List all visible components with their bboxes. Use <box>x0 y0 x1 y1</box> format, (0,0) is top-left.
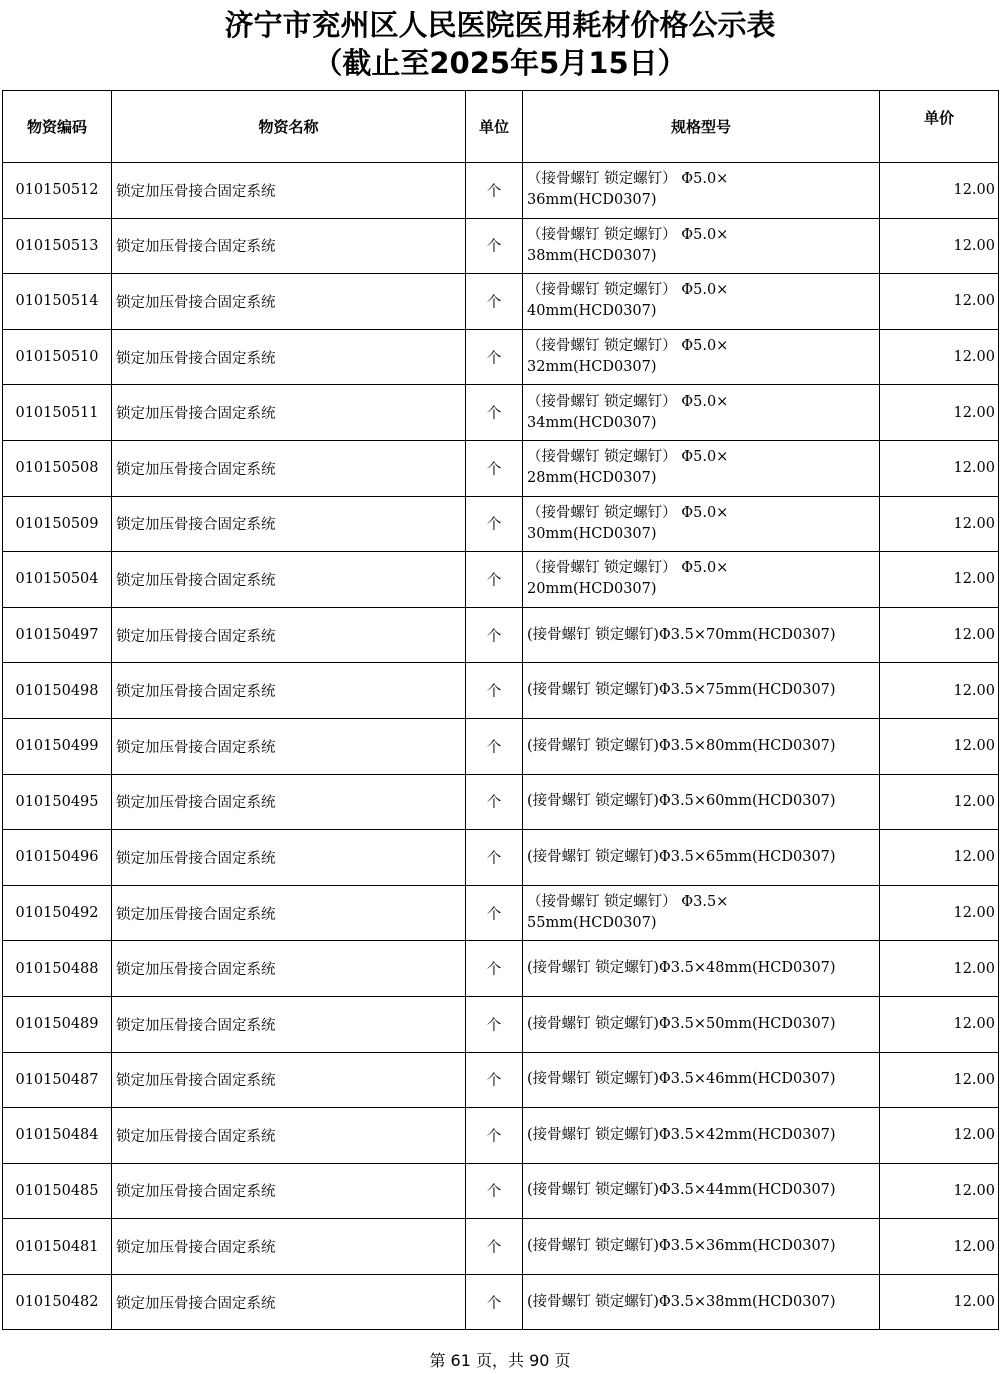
spec-cell <box>523 996 880 1052</box>
unit-cell: 个 <box>466 941 523 997</box>
unit-cell: 个 <box>466 996 523 1052</box>
header-unit: 单位 <box>466 91 523 163</box>
price-cell: 12.00 <box>880 274 999 330</box>
code-cell: 010150508 <box>3 440 112 496</box>
spec-cell <box>523 552 880 608</box>
page-subtitle: （截止至2025年5月15日） <box>313 46 687 80</box>
spec-line: 55mm(HCD0307) <box>527 915 657 932</box>
name-cell: 锁定加压骨接合固定系统 <box>112 941 466 997</box>
table-row <box>3 830 999 886</box>
spec-line: (接骨螺钉 锁定螺钉)Φ3.5×60mm(HCD0307) <box>527 793 836 810</box>
spec-line: （接骨螺钉 锁定螺钉） Φ3.5× <box>527 894 729 911</box>
price-cell: 12.00 <box>880 496 999 552</box>
spec-cell <box>523 607 880 663</box>
unit-cell: 个 <box>466 1274 523 1330</box>
spec-line: （接骨螺钉 锁定螺钉） Φ5.0× <box>527 282 729 299</box>
code-cell: 010150492 <box>3 885 112 941</box>
spec-cell <box>523 163 880 219</box>
unit-cell: 个 <box>466 385 523 441</box>
unit-cell: 个 <box>466 774 523 830</box>
name-cell: 锁定加压骨接合固定系统 <box>112 385 466 441</box>
unit-cell: 个 <box>466 830 523 886</box>
price-cell: 12.00 <box>880 774 999 830</box>
page-title: 济宁市兖州区人民医院医用耗材价格公示表 <box>224 8 776 42</box>
name-cell: 锁定加压骨接合固定系统 <box>112 885 466 941</box>
header-price: 单价 <box>880 91 999 163</box>
name-cell: 锁定加压骨接合固定系统 <box>112 774 466 830</box>
code-cell: 010150484 <box>3 1108 112 1164</box>
price-cell: 12.00 <box>880 1274 999 1330</box>
code-cell: 010150513 <box>3 218 112 274</box>
table-row <box>3 1219 999 1275</box>
table-row <box>3 885 999 941</box>
spec-line: 40mm(HCD0307) <box>527 303 657 320</box>
spec-cell <box>523 1219 880 1275</box>
price-cell: 12.00 <box>880 440 999 496</box>
unit-cell: 个 <box>466 1163 523 1219</box>
code-cell: 010150495 <box>3 774 112 830</box>
spec-line: (接骨螺钉 锁定螺钉)Φ3.5×70mm(HCD0307) <box>527 626 836 643</box>
code-cell: 010150488 <box>3 941 112 997</box>
name-cell: 锁定加压骨接合固定系统 <box>112 329 466 385</box>
spec-cell <box>523 496 880 552</box>
name-cell: 锁定加压骨接合固定系统 <box>112 996 466 1052</box>
price-cell: 12.00 <box>880 552 999 608</box>
name-cell: 锁定加压骨接合固定系统 <box>112 274 466 330</box>
spec-line: 28mm(HCD0307) <box>527 470 657 487</box>
table-row <box>3 440 999 496</box>
spec-line: （接骨螺钉 锁定螺钉） Φ5.0× <box>527 171 729 188</box>
page-footer: 第 61 页，共 90 页 <box>429 1351 571 1370</box>
code-cell: 010150512 <box>3 163 112 219</box>
spec-line: (接骨螺钉 锁定螺钉)Φ3.5×48mm(HCD0307) <box>527 960 836 977</box>
table-row <box>3 774 999 830</box>
spec-cell <box>523 663 880 719</box>
spec-line: 38mm(HCD0307) <box>527 247 657 264</box>
spec-cell <box>523 329 880 385</box>
price-cell: 12.00 <box>880 1219 999 1275</box>
code-cell: 010150510 <box>3 329 112 385</box>
name-cell: 锁定加压骨接合固定系统 <box>112 218 466 274</box>
unit-cell: 个 <box>466 1219 523 1275</box>
header-code: 物资编码 <box>3 91 112 163</box>
spec-cell <box>523 941 880 997</box>
spec-line: （接骨螺钉 锁定螺钉） Φ5.0× <box>527 449 729 466</box>
name-cell: 锁定加压骨接合固定系统 <box>112 663 466 719</box>
spec-line: 32mm(HCD0307) <box>527 359 657 376</box>
spec-cell <box>523 1274 880 1330</box>
table-row <box>3 1052 999 1108</box>
spec-line: 36mm(HCD0307) <box>527 192 657 209</box>
table-row <box>3 329 999 385</box>
spec-line: （接骨螺钉 锁定螺钉） Φ5.0× <box>527 226 729 243</box>
code-cell: 010150489 <box>3 996 112 1052</box>
table-row <box>3 274 999 330</box>
spec-line: 20mm(HCD0307) <box>527 581 657 598</box>
price-cell: 12.00 <box>880 607 999 663</box>
unit-cell: 个 <box>466 329 523 385</box>
price-cell: 12.00 <box>880 830 999 886</box>
price-cell: 12.00 <box>880 941 999 997</box>
price-cell: 12.00 <box>880 1052 999 1108</box>
code-cell: 010150496 <box>3 830 112 886</box>
spec-cell <box>523 774 880 830</box>
table-row <box>3 1163 999 1219</box>
table-row <box>3 1274 999 1330</box>
unit-cell: 个 <box>466 1052 523 1108</box>
spec-line: (接骨螺钉 锁定螺钉)Φ3.5×75mm(HCD0307) <box>527 682 836 699</box>
spec-line: (接骨螺钉 锁定螺钉)Φ3.5×38mm(HCD0307) <box>527 1293 836 1310</box>
unit-cell: 个 <box>466 163 523 219</box>
code-cell: 010150482 <box>3 1274 112 1330</box>
spec-cell <box>523 1163 880 1219</box>
unit-cell: 个 <box>466 496 523 552</box>
header-spec: 规格型号 <box>523 91 880 163</box>
unit-cell: 个 <box>466 1108 523 1164</box>
table-row <box>3 607 999 663</box>
price-cell: 12.00 <box>880 1108 999 1164</box>
spec-line: （接骨螺钉 锁定螺钉） Φ5.0× <box>527 560 729 577</box>
spec-line: (接骨螺钉 锁定螺钉)Φ3.5×46mm(HCD0307) <box>527 1071 836 1088</box>
spec-line: (接骨螺钉 锁定螺钉)Φ3.5×44mm(HCD0307) <box>527 1182 836 1199</box>
spec-cell <box>523 718 880 774</box>
unit-cell: 个 <box>466 218 523 274</box>
price-cell: 12.00 <box>880 385 999 441</box>
spec-cell <box>523 1052 880 1108</box>
table-row <box>3 496 999 552</box>
spec-cell <box>523 218 880 274</box>
code-cell: 010150497 <box>3 607 112 663</box>
unit-cell: 个 <box>466 274 523 330</box>
table-row <box>3 996 999 1052</box>
price-cell: 12.00 <box>880 218 999 274</box>
table-row <box>3 718 999 774</box>
table-row <box>3 1108 999 1164</box>
spec-line: （接骨螺钉 锁定螺钉） Φ5.0× <box>527 393 729 410</box>
table-row <box>3 663 999 719</box>
name-cell: 锁定加压骨接合固定系统 <box>112 1052 466 1108</box>
table-row <box>3 385 999 441</box>
header-name: 物资名称 <box>112 91 466 163</box>
price-cell: 12.00 <box>880 996 999 1052</box>
unit-cell: 个 <box>466 440 523 496</box>
spec-cell <box>523 1108 880 1164</box>
unit-cell: 个 <box>466 607 523 663</box>
code-cell: 010150481 <box>3 1219 112 1275</box>
name-cell: 锁定加压骨接合固定系统 <box>112 1108 466 1164</box>
table-header-row <box>3 91 999 163</box>
spec-line: （接骨螺钉 锁定螺钉） Φ5.0× <box>527 338 729 355</box>
price-cell: 12.00 <box>880 329 999 385</box>
name-cell: 锁定加压骨接合固定系统 <box>112 163 466 219</box>
price-cell: 12.00 <box>880 885 999 941</box>
spec-line: (接骨螺钉 锁定螺钉)Φ3.5×42mm(HCD0307) <box>527 1126 836 1143</box>
name-cell: 锁定加压骨接合固定系统 <box>112 718 466 774</box>
price-cell: 12.00 <box>880 663 999 719</box>
code-cell: 010150509 <box>3 496 112 552</box>
spec-cell <box>523 274 880 330</box>
price-table <box>2 90 999 1330</box>
spec-cell <box>523 385 880 441</box>
name-cell: 锁定加压骨接合固定系统 <box>112 440 466 496</box>
name-cell: 锁定加压骨接合固定系统 <box>112 496 466 552</box>
spec-line: 30mm(HCD0307) <box>527 525 657 542</box>
spec-cell <box>523 830 880 886</box>
price-cell: 12.00 <box>880 718 999 774</box>
table-row <box>3 552 999 608</box>
spec-line: 34mm(HCD0307) <box>527 414 657 431</box>
name-cell: 锁定加压骨接合固定系统 <box>112 607 466 663</box>
code-cell: 010150487 <box>3 1052 112 1108</box>
name-cell: 锁定加压骨接合固定系统 <box>112 1163 466 1219</box>
code-cell: 010150511 <box>3 385 112 441</box>
spec-line: (接骨螺钉 锁定螺钉)Φ3.5×65mm(HCD0307) <box>527 848 836 865</box>
price-cell: 12.00 <box>880 1163 999 1219</box>
spec-cell <box>523 885 880 941</box>
name-cell: 锁定加压骨接合固定系统 <box>112 830 466 886</box>
spec-line: （接骨螺钉 锁定螺钉） Φ5.0× <box>527 504 729 521</box>
code-cell: 010150514 <box>3 274 112 330</box>
table-row <box>3 163 999 219</box>
name-cell: 锁定加压骨接合固定系统 <box>112 552 466 608</box>
code-cell: 010150504 <box>3 552 112 608</box>
spec-line: (接骨螺钉 锁定螺钉)Φ3.5×50mm(HCD0307) <box>527 1015 836 1032</box>
price-cell: 12.00 <box>880 163 999 219</box>
code-cell: 010150499 <box>3 718 112 774</box>
code-cell: 010150485 <box>3 1163 112 1219</box>
unit-cell: 个 <box>466 718 523 774</box>
code-cell: 010150498 <box>3 663 112 719</box>
unit-cell: 个 <box>466 885 523 941</box>
spec-line: (接骨螺钉 锁定螺钉)Φ3.5×36mm(HCD0307) <box>527 1238 836 1255</box>
table-row <box>3 218 999 274</box>
unit-cell: 个 <box>466 663 523 719</box>
name-cell: 锁定加压骨接合固定系统 <box>112 1274 466 1330</box>
name-cell: 锁定加压骨接合固定系统 <box>112 1219 466 1275</box>
unit-cell: 个 <box>466 552 523 608</box>
spec-line: (接骨螺钉 锁定螺钉)Φ3.5×80mm(HCD0307) <box>527 737 836 754</box>
spec-cell <box>523 440 880 496</box>
table-row <box>3 941 999 997</box>
